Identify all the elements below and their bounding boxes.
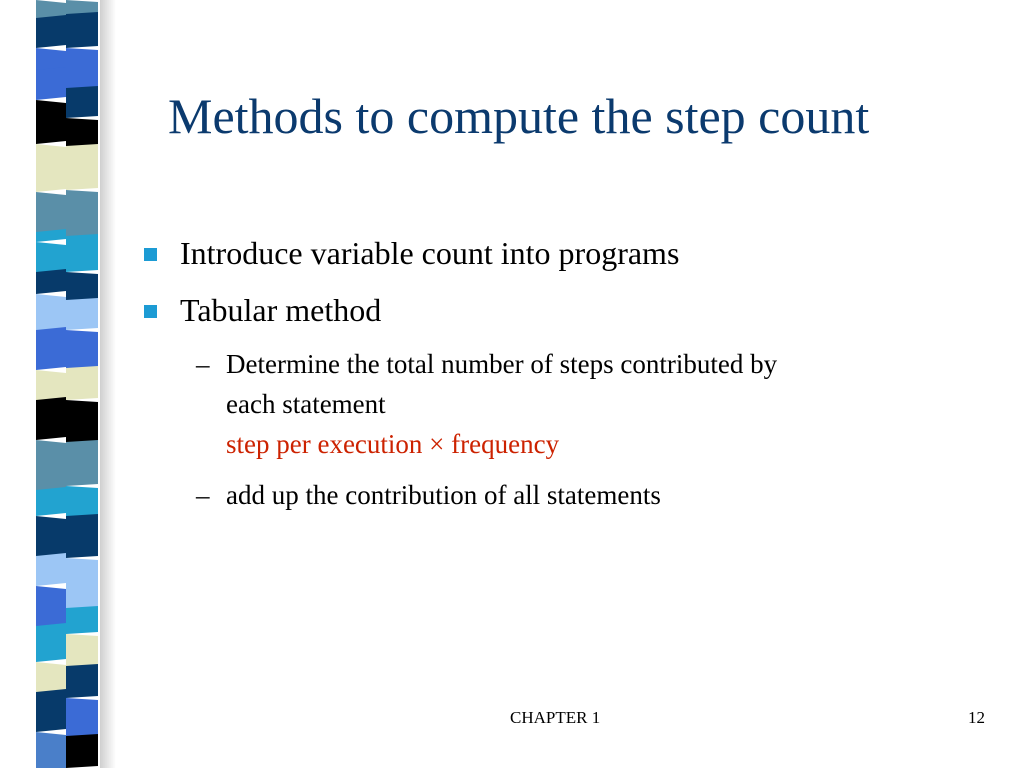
subbullet-item-2 bbox=[196, 475, 946, 515]
stripe-segment bbox=[66, 190, 98, 238]
stripe-segment bbox=[66, 118, 98, 148]
stripe-segment bbox=[36, 586, 66, 629]
stripe-segment bbox=[36, 294, 66, 333]
stripe-segment bbox=[36, 67, 66, 100]
stripe-segment bbox=[36, 117, 66, 144]
stripe-segment bbox=[36, 553, 66, 586]
footer-page-number: 12 bbox=[968, 708, 985, 727]
stripe-segment bbox=[36, 623, 66, 662]
stripe-segment bbox=[66, 48, 98, 90]
stripe-shadow bbox=[100, 0, 116, 768]
square-bullet-icon bbox=[144, 305, 157, 318]
bullet-text: Tabular method bbox=[180, 292, 382, 328]
bullet-item-2 bbox=[180, 291, 381, 329]
stripe-segment bbox=[36, 516, 66, 559]
dash-bullet: – bbox=[196, 349, 210, 379]
bullet-text: Introduce variable count into programs bbox=[180, 235, 680, 271]
stripe-segment bbox=[66, 734, 98, 768]
stripe-segment bbox=[36, 15, 66, 48]
stripe-segment bbox=[66, 272, 98, 302]
stripe-segment bbox=[36, 192, 66, 235]
square-bullet-icon bbox=[144, 248, 157, 261]
dash-bullet: – bbox=[196, 480, 210, 510]
formula-text: step per execution × frequency bbox=[226, 429, 560, 459]
stripe-segment bbox=[36, 440, 66, 493]
stripe-segment bbox=[66, 298, 98, 330]
stripe-segment bbox=[36, 327, 66, 370]
stripe-segment bbox=[36, 269, 66, 294]
stripe-segment bbox=[66, 330, 98, 370]
bullet-item-1 bbox=[180, 234, 679, 272]
stripe-segment bbox=[66, 144, 98, 190]
stripe-segment bbox=[36, 487, 66, 516]
slide-title: Methods to compute the step count bbox=[168, 88, 870, 144]
stripe-segment bbox=[66, 234, 98, 272]
footer-chapter: CHAPTER 1 bbox=[510, 708, 601, 727]
subbullet-text-line2: each statement bbox=[226, 389, 386, 419]
subbullet-text: add up the contribution of all statements bbox=[226, 480, 661, 510]
stripe-segment bbox=[66, 86, 98, 118]
stripe-segment bbox=[66, 440, 98, 486]
subbullet-text-line1: Determine the total number of steps contributed by bbox=[226, 349, 778, 379]
stripe-segment bbox=[66, 12, 98, 48]
stripe-segment bbox=[66, 514, 98, 558]
stripe-segment bbox=[66, 366, 98, 400]
stripe-segment bbox=[66, 698, 98, 738]
stripe-segment bbox=[66, 634, 98, 668]
subbullet-item-1 bbox=[196, 344, 946, 464]
stripe-segment bbox=[36, 732, 66, 768]
stripe-segment bbox=[36, 689, 66, 732]
stripe-segment bbox=[66, 486, 98, 518]
stripe-segment bbox=[66, 400, 98, 444]
stripe-segment bbox=[36, 144, 66, 183]
stripe-segment bbox=[36, 397, 66, 440]
stripe-segment bbox=[66, 558, 98, 610]
stripe-segment bbox=[66, 606, 98, 634]
stripe-segment bbox=[66, 664, 98, 698]
decorative-stripe-border bbox=[0, 0, 100, 768]
